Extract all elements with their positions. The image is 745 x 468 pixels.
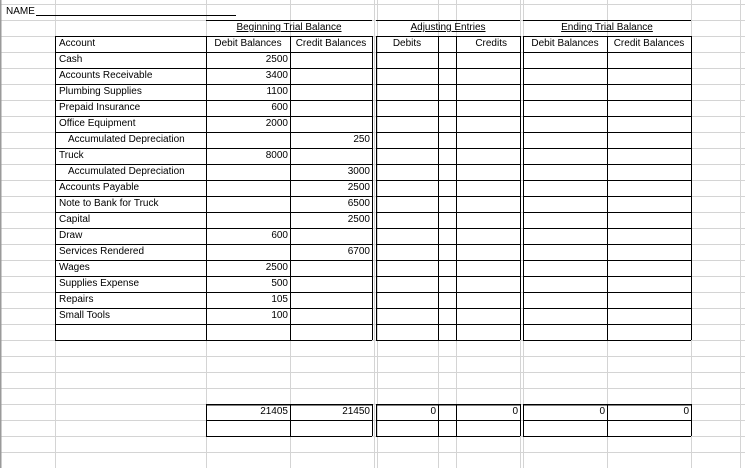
begin-credit-cell[interactable] [290, 52, 372, 68]
begin-credit-cell[interactable]: 250 [353, 134, 370, 145]
adj-debit-header: Debits [392, 38, 422, 49]
begin-credit-cell[interactable]: 6500 [347, 198, 370, 209]
begin-debit-cell[interactable]: 500 [271, 278, 288, 289]
begin-credit-cell[interactable] [290, 228, 372, 244]
beginning-trial-balance-header: Beginning Trial Balance [236, 22, 342, 33]
adj-credit-header: Credits [475, 38, 507, 49]
total-begin-debit[interactable]: 21405 [260, 406, 288, 417]
account-name-cell[interactable]: Cash [59, 54, 83, 65]
begin-debit-cell[interactable] [206, 180, 290, 196]
name-label: NAME [6, 6, 35, 17]
total-adj-debit[interactable]: 0 [430, 406, 436, 417]
account-name-cell[interactable]: Accounts Receivable [59, 70, 153, 81]
begin-debit-cell[interactable]: 100 [271, 310, 288, 321]
account-name-cell[interactable]: Truck [59, 150, 84, 161]
account-name-cell[interactable]: Repairs [59, 294, 94, 305]
begin-credit-cell[interactable] [290, 116, 372, 132]
begin-credit-cell[interactable]: 2500 [347, 182, 370, 193]
begin-debit-cell[interactable] [206, 244, 290, 260]
begin-credit-cell[interactable] [290, 276, 372, 292]
begin-debit-cell[interactable]: 2500 [265, 262, 288, 273]
account-name-cell[interactable]: Services Rendered [59, 246, 145, 257]
account-name-cell[interactable]: Prepaid Insurance [59, 102, 141, 113]
begin-credit-cell[interactable] [290, 260, 372, 276]
account-name-cell[interactable]: Supplies Expense [59, 278, 140, 289]
begin-credit-cell[interactable]: 2500 [347, 214, 370, 225]
end-credit-header: Credit Balances [613, 38, 685, 49]
begin-debit-cell[interactable]: 1100 [266, 86, 288, 97]
account-name-cell[interactable]: Accumulated Depreciation [68, 134, 185, 145]
account-name-cell[interactable]: Wages [59, 262, 90, 273]
total-end-debit[interactable]: 0 [599, 406, 605, 417]
total-end-credit[interactable]: 0 [683, 406, 689, 417]
begin-credit-cell[interactable]: 3000 [347, 166, 370, 177]
end-debit-header: Debit Balances [531, 38, 599, 49]
account-name-cell[interactable]: Capital [59, 214, 91, 225]
account-name-cell[interactable]: Plumbing Supplies [59, 86, 142, 97]
account-name-cell[interactable]: Office Equipment [59, 118, 136, 129]
account-name-cell[interactable]: Accounts Payable [59, 182, 140, 193]
begin-debit-cell[interactable]: 600 [271, 102, 288, 113]
ending-trial-balance-header: Ending Trial Balance [561, 22, 653, 33]
begin-credit-cell[interactable] [290, 148, 372, 164]
begin-debit-cell[interactable] [206, 132, 290, 148]
account-name-cell[interactable]: Note to Bank for Truck [59, 198, 159, 209]
begin-debit-cell[interactable]: 2500 [265, 54, 288, 65]
begin-credit-header: Credit Balances [295, 38, 367, 49]
account-name-cell[interactable]: Draw [59, 230, 83, 241]
begin-debit-cell[interactable]: 105 [271, 294, 288, 305]
begin-debit-cell[interactable]: 3400 [265, 70, 288, 81]
begin-debit-cell[interactable]: 8000 [265, 150, 288, 161]
account-name-cell[interactable]: Small Tools [59, 310, 110, 321]
begin-credit-cell[interactable] [290, 68, 372, 84]
begin-debit-header: Debit Balances [214, 38, 282, 49]
begin-debit-cell[interactable]: 2000 [265, 118, 288, 129]
total-adj-credit[interactable]: 0 [512, 406, 518, 417]
begin-credit-cell[interactable] [290, 84, 372, 100]
account-name-cell[interactable]: Accumulated Depreciation [68, 166, 185, 177]
account-column-header: Account [59, 38, 96, 49]
begin-debit-cell[interactable] [206, 196, 290, 212]
begin-credit-cell[interactable] [290, 292, 372, 308]
begin-credit-cell[interactable] [290, 100, 372, 116]
adjusting-entries-header: Adjusting Entries [410, 22, 486, 33]
begin-debit-cell[interactable] [206, 212, 290, 228]
begin-debit-cell[interactable] [206, 164, 290, 180]
begin-credit-cell[interactable]: 6700 [347, 246, 370, 257]
total-begin-credit[interactable]: 21450 [342, 406, 370, 417]
begin-debit-cell[interactable]: 600 [271, 230, 288, 241]
begin-credit-cell[interactable] [290, 308, 372, 324]
